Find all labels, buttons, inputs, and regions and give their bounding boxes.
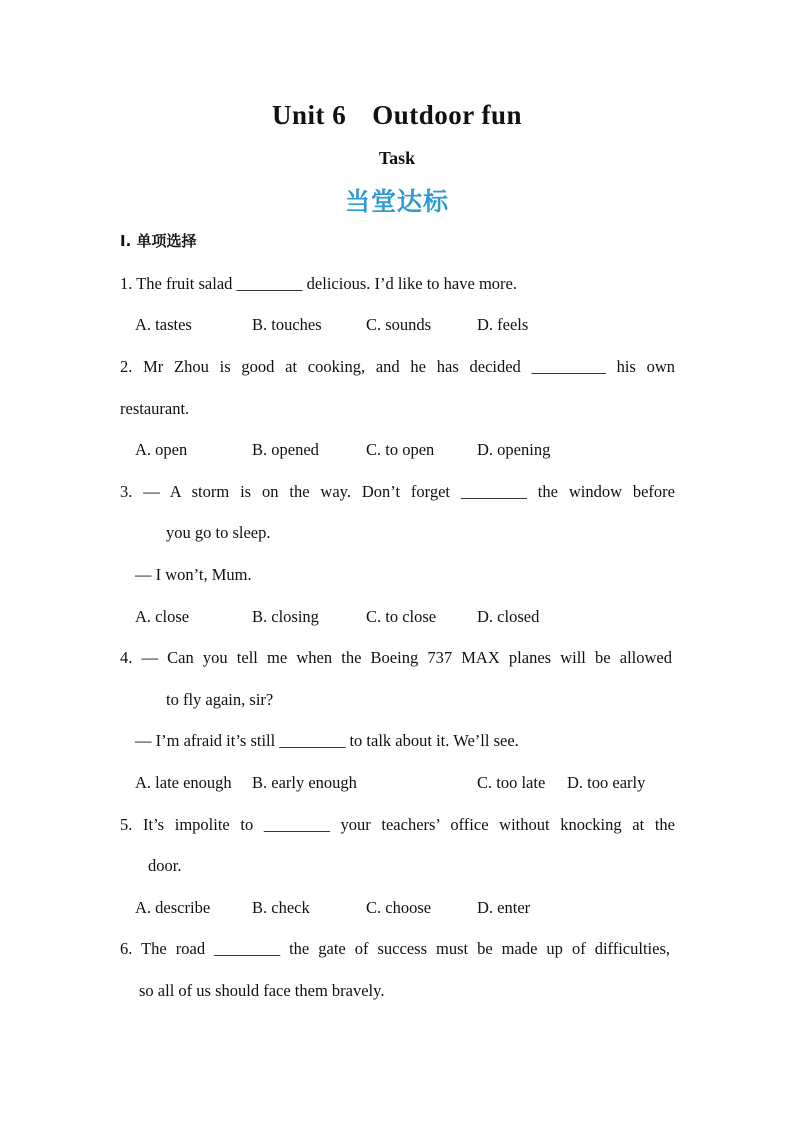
question-5-option-b[interactable]: B. check xyxy=(252,898,310,917)
question-3-option-b[interactable]: B. closing xyxy=(252,607,319,626)
question-5-option-c[interactable]: C. choose xyxy=(366,898,432,917)
unit-number: Unit 6 xyxy=(271,100,347,130)
document-title xyxy=(0,100,794,131)
section-heading: Ⅰ. 单项选择 xyxy=(120,232,197,250)
question-5-option-a[interactable]: A. describe xyxy=(135,898,211,917)
question-2-line-2: restaurant. xyxy=(120,399,190,418)
question-2-option-b[interactable]: B. opened xyxy=(252,440,319,459)
question-4-option-a[interactable]: A. late enough xyxy=(135,773,232,792)
question-2-option-d[interactable]: D. opening xyxy=(477,440,551,459)
question-4-line-1: 4. — Can you tell me when the Boeing 737 MAX planes will be allowed xyxy=(120,648,672,667)
question-5-option-d[interactable]: D. enter xyxy=(477,898,531,917)
question-2-option-c[interactable]: C. to open xyxy=(366,440,435,459)
question-1-line-1: 1. The fruit salad ________ delicious. I’d like to have more. xyxy=(120,274,517,293)
question-4-option-d[interactable]: D. too early xyxy=(567,773,646,792)
section-banner: 当堂达标 xyxy=(344,187,449,216)
question-1-option-c[interactable]: C. sounds xyxy=(366,315,432,334)
question-2-option-a[interactable]: A. open xyxy=(135,440,188,459)
question-4-option-c[interactable]: C. too late xyxy=(477,773,546,792)
question-5-line-2: door. xyxy=(148,856,182,875)
question-6-line-1: 6. The road ________ the gate of success must be made up of difficulties, xyxy=(120,939,670,958)
question-4-option-b[interactable]: B. early enough xyxy=(252,773,357,792)
question-6-line-2: so all of us should face them bravely. xyxy=(139,981,385,1000)
question-2-line-1: 2. Mr Zhou is good at cooking, and he has decided _________ his own xyxy=(120,357,675,376)
document-subtitle: Task xyxy=(378,148,416,168)
question-1-option-b[interactable]: B. touches xyxy=(252,315,322,334)
question-4-line-3: — I’m afraid it’s still ________ to talk about it. We’ll see. xyxy=(135,731,519,750)
question-1-option-d[interactable]: D. feels xyxy=(477,315,529,334)
question-3-option-c[interactable]: C. to close xyxy=(366,607,437,626)
question-3-line-3: — I won’t, Mum. xyxy=(135,565,252,584)
unit-name: Outdoor fun xyxy=(372,100,523,130)
question-1-option-a[interactable]: A. tastes xyxy=(135,315,192,334)
question-3-option-d[interactable]: D. closed xyxy=(477,607,540,626)
question-5-line-1: 5. It’s impolite to ________ your teachers’ office without knocking at the xyxy=(120,815,675,834)
question-4-line-2: to fly again, sir? xyxy=(166,690,274,709)
question-3-line-2: you go to sleep. xyxy=(166,523,271,542)
question-3-option-a[interactable]: A. close xyxy=(135,607,190,626)
question-3-line-1: 3. — A storm is on the way. Don’t forget ________ the window before xyxy=(120,482,675,501)
